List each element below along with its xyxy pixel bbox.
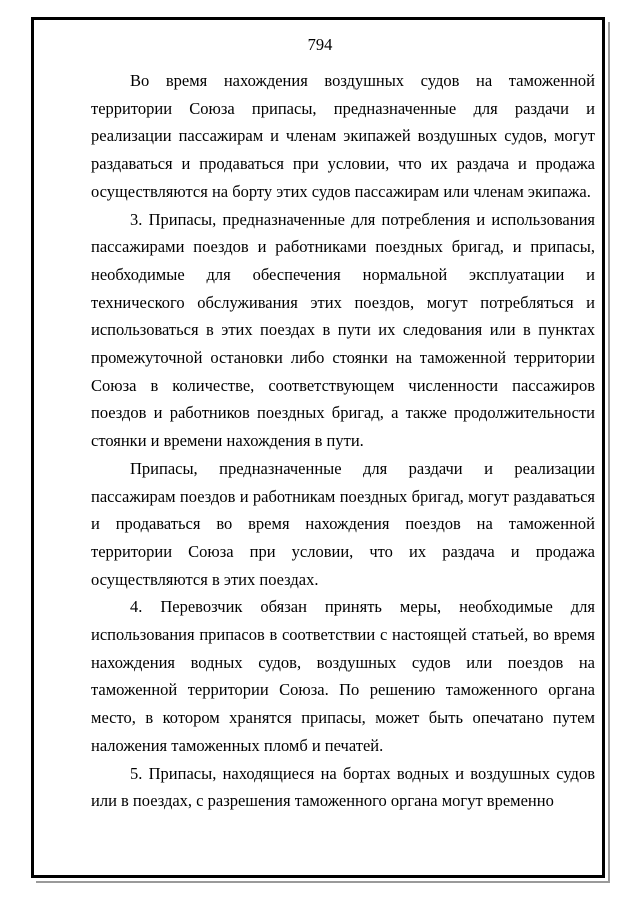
document-body <box>91 67 595 815</box>
page-number: 794 <box>307 35 333 54</box>
paragraph-item-4: 4. Перевозчик обязан принять меры, необходимые для использования припасов в соответствии с настоящей статьей, во время нахождения водных судов, воздушных судов или поездов на таможенной территории Союза. По решению таможенного органа место, в котором хранятся припасы, может быть опечатано путем наложения таможенных пломб и печатей. <box>91 597 595 755</box>
paragraph-item-5: 5. Припасы, находящиеся на бортах водных и воздушных судов или в поездах, с разрешения таможенного органа могут временно <box>91 763 595 811</box>
paragraph-aircraft-supplies: Во время нахождения воздушных судов на таможенной территории Союза припасы, предназначенные для раздачи и реализации пассажирам и членам экипажей воздушных судов, могут раздаваться и продаваться при условии, что их раздача и продажа осуществляются на борту этих судов пассажирам или членам экипажа. <box>91 71 595 201</box>
paragraph-train-supplies: Припасы, предназначенные для раздачи и реализации пассажирам поездов и работникам поездных бригад, могут раздаваться и продаваться во время нахождения поездов на таможенной территории Союза при условии, что их раздача и продажа осуществляются в этих поездах. <box>91 458 595 589</box>
paragraph-item-3: 3. Припасы, предназначенные для потребления и использования пассажирами поездов и работниками поездных бригад, и припасы, необходимые для обеспечения нормальной эксплуатации и технического обслуживания этих поездов, могут потребляться и использоваться в этих поездах в пути их следования или в пунктах промежуточной остановки либо стоянки на таможенной территории Союза в количестве, соответствующем численности пассажиров поездов и работников поездных бригад, а также продолжительности стоянки и времени нахождения в пути. <box>91 209 595 451</box>
